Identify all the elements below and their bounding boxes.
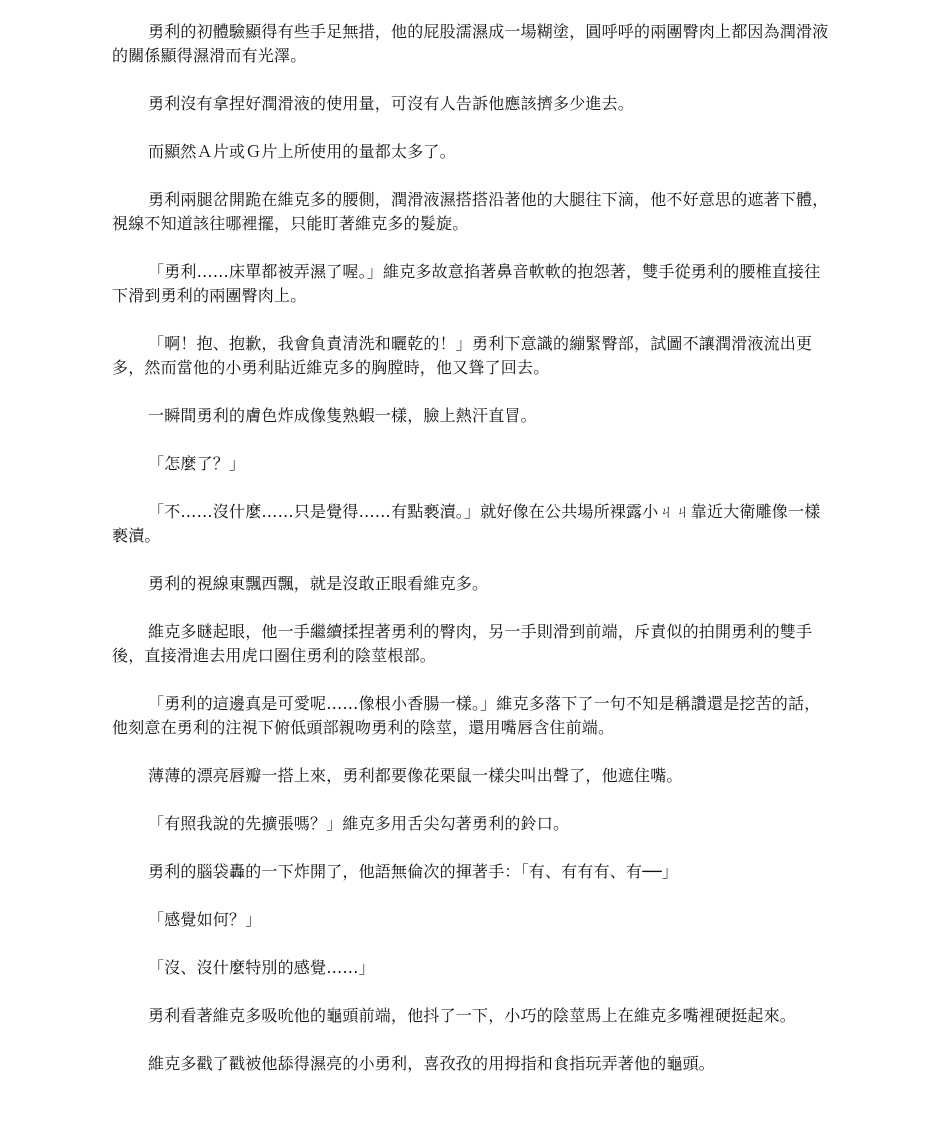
paragraph: 勇利的視線東飄西飄，就是沒敢正眼看維克多。 [148, 574, 489, 593]
paragraph: 「怎麼了？」 [148, 454, 246, 473]
paragraph: 一瞬間勇利的膚色炸成像隻熟蝦一樣，臉上熱汗直冒。 [148, 406, 537, 425]
paragraph: 勇利的初體驗顯得有些手足無措，他的屁股濡濕成一場糊塗，圓呼呼的兩團臀肉上都因為潤滑液的關係顯得濕滑而有光澤。 [112, 22, 829, 65]
paragraph: 維克多戳了戳被他舔得濕亮的小勇利，喜孜孜的用拇指和食指玩弄著他的龜頭。 [148, 1054, 716, 1073]
paragraph: 「勇利的這邊真是可愛呢……像根小香腸一樣。」維克多落下了一句不知是稱讚還是挖苦的話，他刻意在勇利的注視下俯低頭部親吻勇利的陰莖，還用嘴唇含住前端。 [112, 694, 821, 737]
document-body [112, 20, 834, 1100]
paragraph: 「不……沒什麼……只是覺得……有點褻瀆。」就好像在公共場所裸露小ㄐㄐ靠近大衛雕像一樣褻瀆。 [112, 502, 821, 545]
paragraph: 「啊！抱、抱歉，我會負責清洗和曬乾的！」勇利下意識的繃緊臀部，試圖不讓潤滑液流出更多，然而當他的小勇利貼近維克多的胸膛時，他又聳了回去。 [112, 334, 813, 377]
paragraph: 勇利的腦袋轟的一下炸開了，他語無倫次的揮著手：「有、有有有、有──」 [148, 862, 679, 881]
paragraph: 勇利看著維克多吸吮他的龜頭前端，他抖了一下，小巧的陰莖馬上在維克多嘴裡硬挺起來。 [148, 1006, 797, 1025]
paragraph: 「感覺如何？」 [148, 910, 262, 929]
paragraph: 而顯然Ａ片或Ｇ片上所使用的量都太多了。 [148, 142, 456, 161]
paragraph: 「勇利……床單都被弄濕了喔。」維克多故意掐著鼻音軟軟的抱怨著，雙手從勇利的腰椎直接往下滑到勇利的兩團臀肉上。 [112, 262, 821, 305]
paragraph: 勇利沒有拿捏好潤滑液的使用量，可沒有人告訴他應該擠多少進去。 [148, 94, 635, 113]
paragraph: 維克多瞇起眼，他一手繼續揉捏著勇利的臀肉，另一手則滑到前端，斥責似的拍開勇利的雙手後，直接滑進去用虎口圈住勇利的陰莖根部。 [112, 622, 813, 665]
paragraph: 勇利兩腿岔開跪在維克多的腰側，潤滑液濕搭搭沿著他的大腿往下滴，他不好意思的遮著下體，視線不知道該往哪裡擺，只能盯著維克多的髮旋。 [112, 190, 829, 233]
paragraph: 「有照我說的先擴張嗎？」維克多用舌尖勾著勇利的鈴口。 [148, 814, 570, 833]
paragraph: 薄薄的漂亮唇瓣一搭上來，勇利都要像花栗鼠一樣尖叫出聲了，他遮住嘴。 [148, 766, 683, 785]
paragraph: 「沒、沒什麼特別的感覺……」 [148, 958, 375, 977]
